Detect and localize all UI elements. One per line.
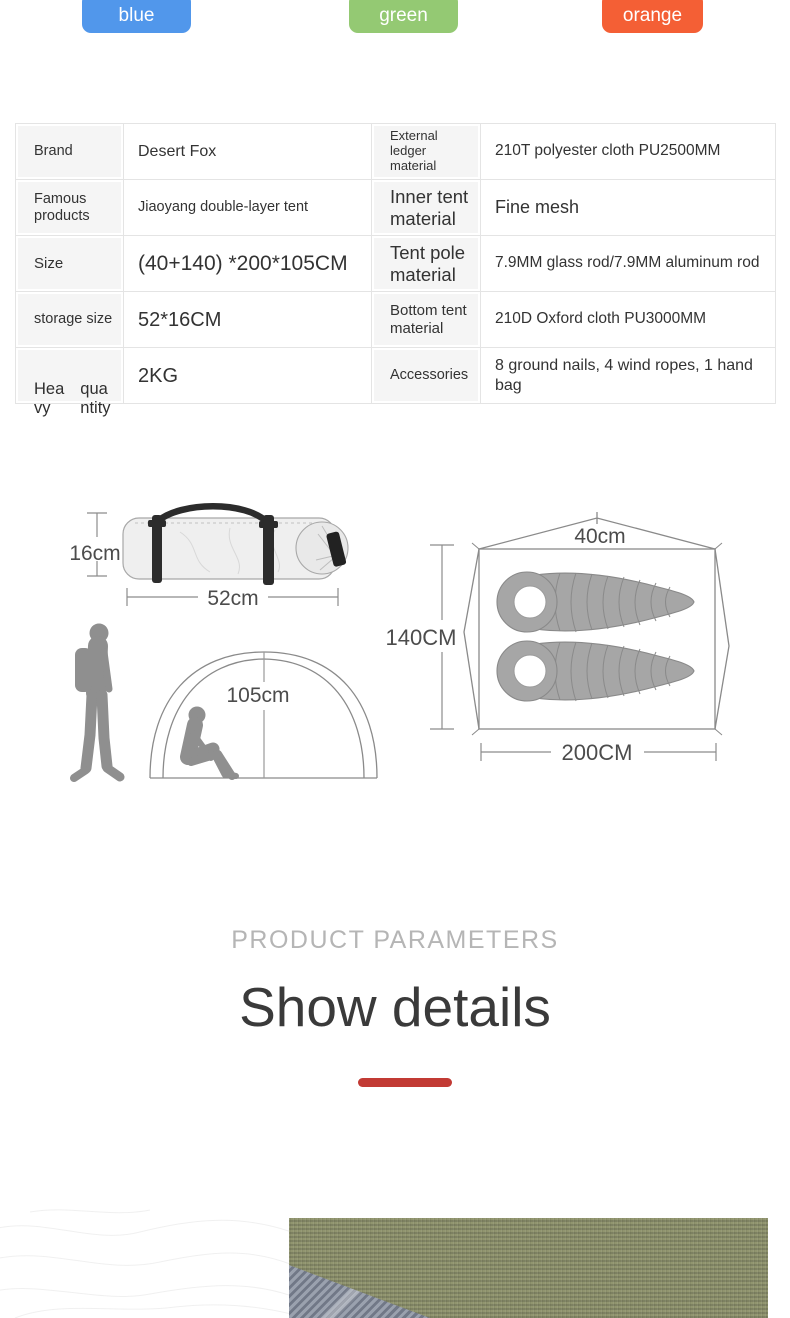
spec-label-bottom-material: Bottom tent material <box>372 292 481 348</box>
table-row <box>16 124 776 180</box>
variant-button-green[interactable]: green <box>349 0 458 33</box>
table-row <box>16 236 776 292</box>
sitting-person-silhouette <box>188 707 236 777</box>
spec-label-external-material: External ledger material <box>372 124 481 180</box>
tent-width-label: 140CM <box>385 625 457 650</box>
spec-label-storage-size: storage size <box>16 292 124 348</box>
contour-pattern <box>0 1195 290 1318</box>
variant-button-orange[interactable]: orange <box>602 0 703 33</box>
section-title: Show details <box>239 976 551 1038</box>
packed-height-label: 16cm <box>69 542 121 565</box>
spec-value-bottom-material: 210D Oxford cloth PU3000MM <box>481 292 776 348</box>
dome-height-label: 105cm <box>226 684 290 707</box>
spec-table <box>15 123 776 417</box>
weight-label-wrapped: Hea vy qua ntity <box>34 380 111 417</box>
dimension-diagrams <box>0 480 790 805</box>
spec-value-famous-products: Jiaoyang double-layer tent <box>124 180 372 236</box>
spec-value-accessories: 8 ground nails, 4 wind ropes, 1 hand bag <box>481 348 776 404</box>
spec-value-inner-material: Fine mesh <box>481 180 776 236</box>
table-row <box>16 180 776 236</box>
spec-value-pole-material: 7.9MM glass rod/7.9MM aluminum rod <box>481 236 776 292</box>
table-row <box>16 348 776 404</box>
spec-label-size: Size <box>16 236 124 292</box>
section-eyebrow: PRODUCT PARAMETERS <box>231 926 559 954</box>
vestibule-depth-label: 40cm <box>574 525 626 548</box>
tent-top-view-diagram <box>386 512 729 765</box>
spec-label-famous-products: Famous products <box>16 180 124 236</box>
spec-label-pole-material: Tent pole material <box>372 236 481 292</box>
spec-value-external-material: 210T polyester cloth PU2500MM <box>481 124 776 180</box>
variant-button-blue[interactable]: blue <box>82 0 191 33</box>
fabric-photo <box>289 1218 768 1318</box>
packed-length-label: 52cm <box>207 587 259 610</box>
fabric-corner <box>289 1265 430 1318</box>
spec-label-accessories: Accessories <box>372 348 481 404</box>
packed-tent-diagram <box>69 506 348 610</box>
accent-bar <box>358 1078 452 1087</box>
spec-value-storage-size: 52*16CM <box>124 292 372 348</box>
spec-label-inner-material: Inner tent material <box>372 180 481 236</box>
spec-value-brand: Desert Fox <box>124 124 372 180</box>
hiker-silhouette <box>74 624 120 779</box>
spec-label-brand: Brand <box>16 124 124 180</box>
spec-value-weight: 2KG <box>124 348 372 404</box>
spec-label-weight <box>16 348 124 417</box>
table-row <box>16 292 776 348</box>
tent-length-label: 200CM <box>561 740 633 765</box>
spec-value-size: (40+140) *200*105CM <box>124 236 372 292</box>
dome-tent-diagram <box>150 652 377 778</box>
